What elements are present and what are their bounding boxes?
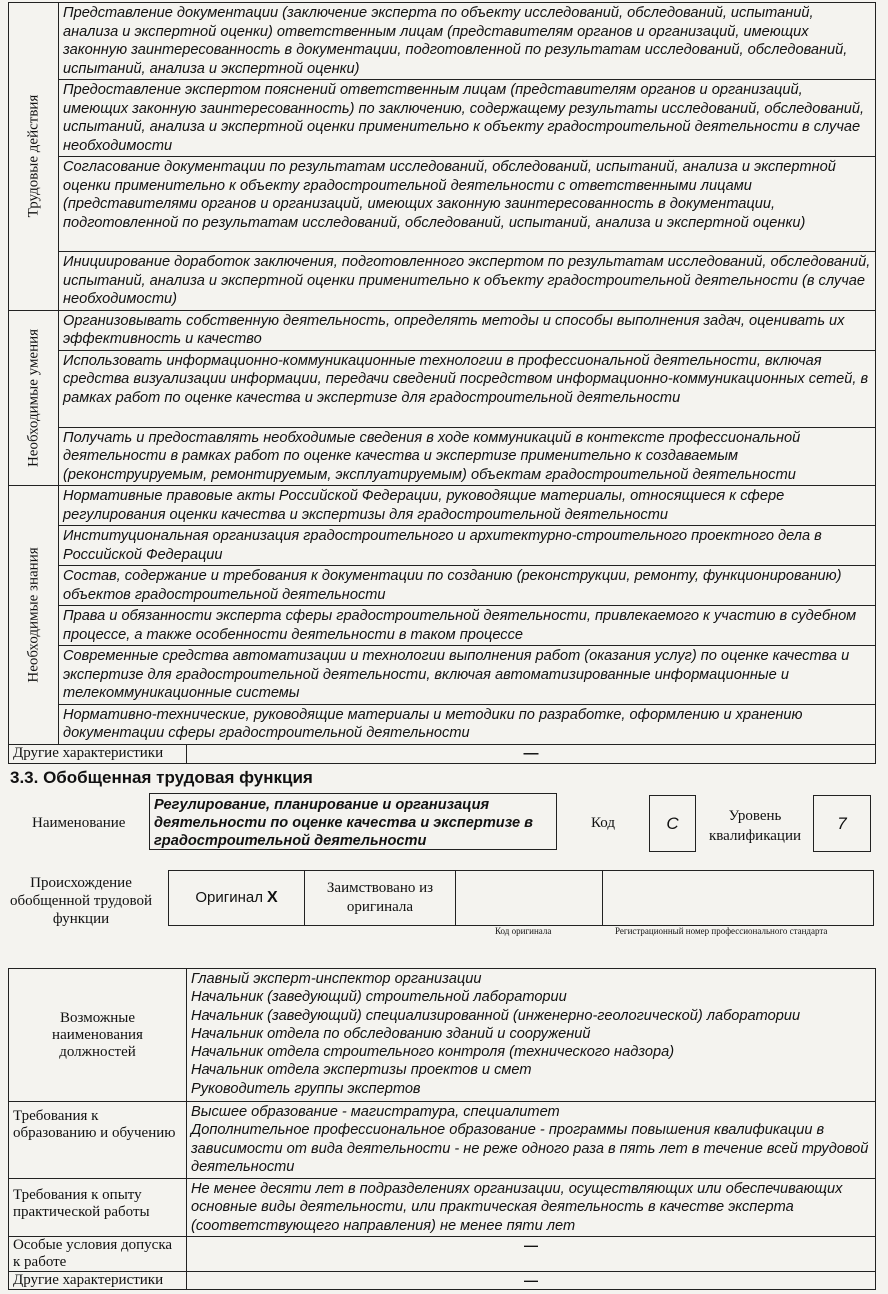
labor-action-row	[9, 3, 876, 80]
qualification-level-label: Уровень квалификации	[708, 808, 802, 844]
education-item: Дополнительное профессиональное образование - программы повышения квалификации в зависимости от вида деятельности - не реже одного раза в пять лет в течение всей трудовой деятельности	[191, 1122, 869, 1175]
knowledge-item: Права и обязанности эксперта сферы градостроительной деятельности, привлекаемого к участию в судебном процессе, а также особенности деятельности в таком процессе	[59, 606, 876, 646]
section-heading: 3.3. Обобщенная трудовая функция	[10, 768, 313, 787]
bottom-other-value: —	[187, 1272, 876, 1290]
knowledge-item: Нормативные правовые акты Российской Федерации, руководящие материалы, относящиеся к сфере регулирования оценки качества и экспертизы для градостроительной деятельности	[59, 486, 876, 526]
special-conditions-row	[9, 1237, 876, 1272]
position-item: Главный эксперт-инспектор организации	[191, 971, 482, 987]
education-label: Требования к образованию и обучению	[9, 1102, 187, 1179]
labor-action-item: Инициирование доработок заключения, подготовленного экспертом по результатам исследований, обследований, испытаний, анализа и экспертной оценки применительно к объекту градостроительной деятельности (в случае необходимости)	[59, 252, 876, 311]
required-skills-label: Необходимые умения	[25, 328, 41, 467]
original-label: Оригинал	[195, 889, 263, 906]
code-label: Код	[591, 815, 615, 831]
borrowed-label: Заимствовано из оригинала	[305, 871, 456, 926]
origin-label: Происхождение обобщенной трудовой функции	[9, 875, 153, 927]
labor-action-item: Согласование документации по результатам исследований, обследований, испытаний, анализа и экспертной оценки применительно к объекту градостроительной деятельности с ответственными лицами (представителями органов и организаций, имеющих законную заинтересованность в документации, подготовленной по результатам исследований, обследований, испытаний, анализа и экспертной оценки)	[59, 157, 876, 252]
qualification-level-value: 7	[813, 795, 871, 852]
other-characteristics-row	[9, 744, 876, 763]
education-item: Высшее образование - магистратура, специалитет	[191, 1104, 560, 1120]
labor-action-row	[9, 157, 876, 252]
registration-number-cell	[603, 871, 874, 926]
special-conditions-label: Особые условия допуска к работе	[9, 1237, 187, 1272]
original-cell	[169, 871, 305, 926]
knowledge-item: Нормативно-технические, руководящие материалы и методики по разработке, оформлению и хранению документации сферы градостроительной деятельности	[59, 704, 876, 744]
knowledge-row	[9, 486, 876, 526]
registration-number-caption: Регистрационный номер профессионального стандарта	[615, 926, 828, 936]
knowledge-row	[9, 646, 876, 705]
code-original-caption: Код оригинала	[495, 926, 552, 936]
special-conditions-value: —	[187, 1237, 876, 1272]
required-knowledge-label: Необходимые знания	[25, 547, 41, 683]
code-original-cell	[456, 871, 603, 926]
knowledge-item: Институциональная организация градостроительного и архитектурно-строительного проектного дела в Российской Федерации	[59, 526, 876, 566]
knowledge-row	[9, 606, 876, 646]
knowledge-row	[9, 566, 876, 606]
other-characteristics-value: —	[187, 744, 876, 763]
name-label: Наименование	[32, 815, 126, 831]
original-mark: X	[266, 889, 278, 906]
knowledge-item: Состав, содержание и требования к документации по созданию (реконструкции, ремонту, функционированию) объектов градостроительной деятельности	[59, 566, 876, 606]
skill-item: Использовать информационно-коммуникационные технологии в профессиональной деятельности, включая средства визуализации информации, передачи сведений посредством информационно-коммуникационных сетей, в рамках работ по оценке качества и экспертизе для градостроительной деятельности	[59, 350, 876, 427]
required-skills-section	[9, 310, 59, 486]
origin-table	[168, 870, 874, 926]
knowledge-row	[9, 704, 876, 744]
experience-label: Требования к опыту практической работы	[9, 1179, 187, 1237]
labor-action-item: Представление документации (заключение эксперта по объекту исследований, обследований, испытаний, анализа и экспертной оценки) ответственным лицам (представителям органов и организаций, имеющих законную заинтересованность в документации, подготовленной по результатам исследований, обследований, испытаний, анализа и экспертной оценки)	[59, 3, 876, 80]
position-item: Начальник отдела по обследованию зданий и сооружений	[191, 1025, 591, 1042]
function-name-value: Регулирование, планирование и организация деятельности по оценке качества и экспертизе в градостроительной деятельности	[149, 793, 557, 850]
labor-function-details-table	[8, 2, 876, 764]
positions-label: Возможные наименования должностей	[9, 969, 187, 1102]
skill-row	[9, 427, 876, 486]
education-list	[187, 1102, 876, 1179]
positions-list	[187, 969, 876, 1102]
position-item: Начальник (заведующий) строительной лаборатории	[191, 989, 567, 1006]
position-item: Начальник (заведующий) специализированной (инженерно-геологической) лаборатории	[191, 1007, 801, 1024]
education-row	[9, 1102, 876, 1179]
experience-value: Не менее десяти лет в подразделениях организации, осуществляющих или обеспечивающих основные виды деятельности, или практическая деятельность в качестве эксперта (соответствующего направления) не менее пяти лет	[187, 1179, 876, 1237]
position-item: Начальник отдела строительного контроля (технического надзора)	[191, 1044, 675, 1061]
code-value: С	[649, 795, 696, 852]
labor-action-item: Предоставление экспертом пояснений ответственным лицам (представителям органов и организаций, имеющих законную заинтересованность) по заключению, содержащему результаты исследований, обследований, испытаний, анализа и экспертной оценки применительно к объекту градостроительной деятельности в случае необходимости	[59, 80, 876, 157]
labor-actions-section	[9, 3, 59, 311]
function-requirements-table	[8, 968, 876, 1290]
bottom-other-label: Другие характеристики	[9, 1272, 187, 1290]
position-item: Начальник отдела экспертизы проектов и смет	[191, 1062, 532, 1079]
bottom-other-row	[9, 1272, 876, 1290]
skill-item: Получать и предоставлять необходимые сведения в ходе коммуникаций в контексте профессиональной деятельности в рамках работ по оценке качества и экспертизе применительно к создаваемым (реконструируемым, ремонтируемым, эксплуатируемым) объектам градостроительной деятельности	[59, 427, 876, 486]
labor-action-row	[9, 80, 876, 157]
knowledge-item: Современные средства автоматизации и технологии выполнения работ (оказания услуг) по оценке качества и экспертизе для градостроительной деятельности, включая автоматизированные информационные и телекоммуникационные системы	[59, 646, 876, 705]
other-characteristics-label: Другие характеристики	[9, 744, 187, 763]
labor-action-row	[9, 252, 876, 311]
required-knowledge-section	[9, 486, 59, 745]
position-item: Руководитель группы экспертов	[191, 1080, 421, 1097]
positions-row	[9, 969, 876, 1102]
skill-item: Организовывать собственную деятельность, определять методы и способы выполнения задач, оценивать их эффективность и качество	[59, 310, 876, 350]
labor-actions-label: Трудовые действия	[25, 94, 41, 218]
knowledge-row	[9, 526, 876, 566]
skill-row	[9, 310, 876, 350]
experience-row	[9, 1179, 876, 1237]
skill-row	[9, 350, 876, 427]
